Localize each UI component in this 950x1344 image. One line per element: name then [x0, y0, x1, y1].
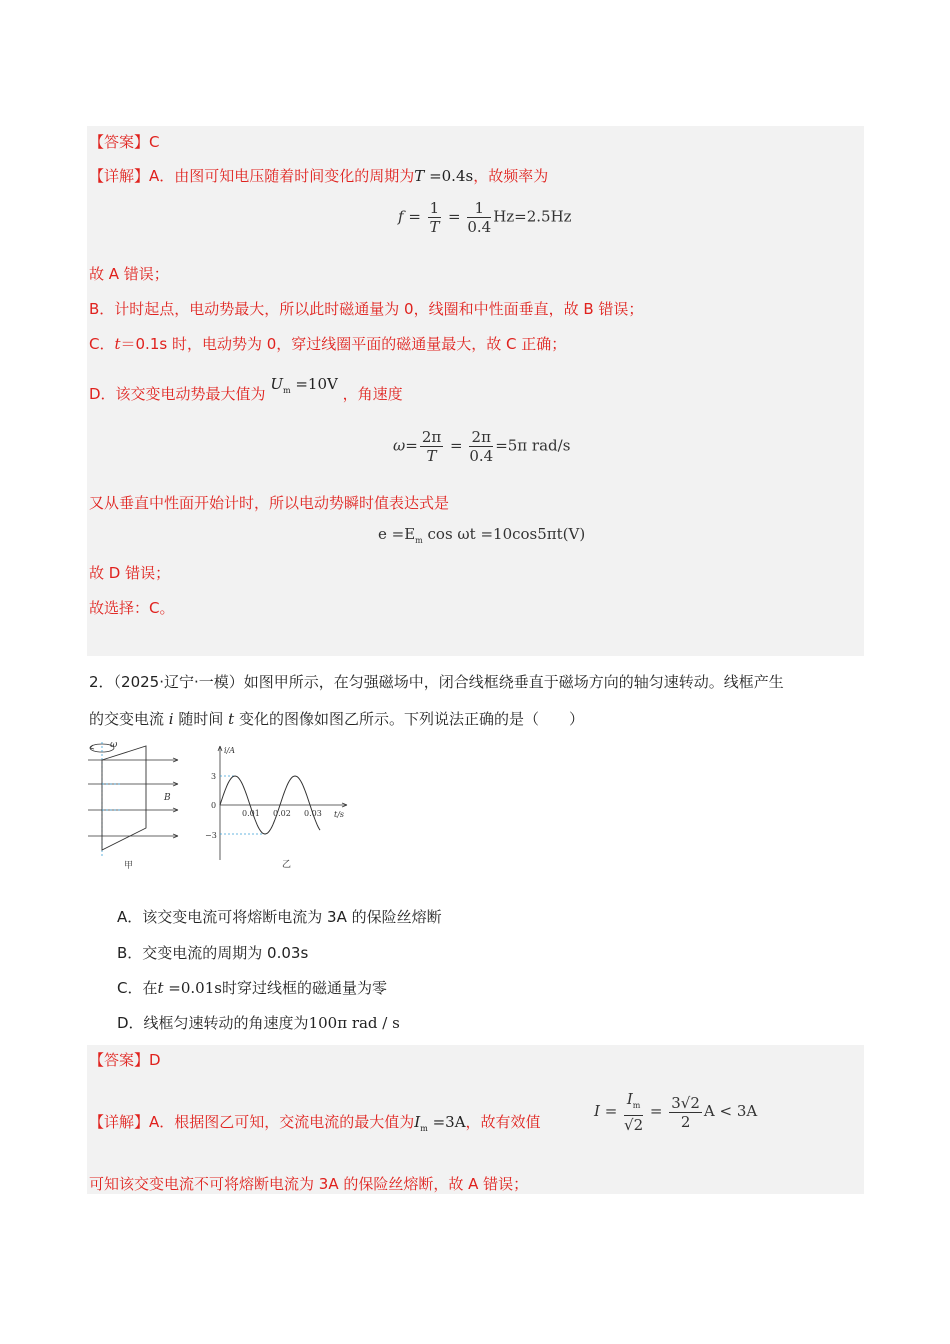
- frac-2pi-over-04: [469, 428, 493, 465]
- caption-yi: 乙: [282, 860, 292, 870]
- tick-y-neg3: −3: [205, 831, 217, 840]
- I-symbol: I: [414, 1113, 421, 1131]
- detail-2-a-text: A．根据图乙可知，交流电流的最大值为: [149, 1113, 415, 1131]
- q2-intro-1: 2．（2025·辽宁·一模）如图甲所示，在匀强磁场中，闭合线框绕垂直于磁场方向的轴匀速转动。线框产生: [89, 673, 784, 691]
- optc-label: C．在: [117, 979, 158, 997]
- optc-tail: 时穿过线框的磁通量为零: [221, 979, 387, 997]
- eff-result: A < 3A: [703, 1102, 758, 1120]
- intro2b: 随时间: [173, 710, 229, 728]
- eff-eq: =: [599, 1102, 623, 1120]
- detail-a-text: A．由图可知电压随着时间变化的周期为: [149, 167, 415, 185]
- d-conclusion: 故 D 错误；: [89, 564, 171, 582]
- emf-formula: [378, 525, 585, 545]
- emf-sub: m: [415, 536, 423, 545]
- detail-a-line: [89, 166, 548, 186]
- option-c[interactable]: [117, 978, 387, 998]
- U-symbol: U: [270, 375, 283, 393]
- frac-3root2-over-2: [669, 1094, 702, 1131]
- omega-label: ω: [110, 740, 118, 750]
- x-label: t/s: [334, 810, 345, 819]
- Im-expr: [414, 1113, 465, 1131]
- answer-label: 【答案】: [89, 1051, 150, 1069]
- q2-intro-2: [89, 709, 584, 729]
- c-line: [89, 334, 566, 354]
- effective-value-formula: [594, 1090, 757, 1134]
- figure-jia: [86, 738, 186, 870]
- frac-num: 1: [467, 199, 491, 218]
- d-line: [89, 375, 403, 411]
- frac-num: 2π: [469, 428, 493, 447]
- tick-y-3: 3: [211, 772, 217, 781]
- omega-formula: ω= $\frac{2\pi}{T}$ = $\frac{2\pi}{0.4}$ =5π rad/s: [393, 428, 571, 465]
- c-rest: ＝0.1s 时，电动势为 0，穿过线圈平面的磁通量最大，故 C 正确；: [120, 335, 567, 353]
- eff-I: I: [594, 1102, 600, 1120]
- frac-num: 2π: [421, 428, 442, 446]
- frac-den: T: [429, 218, 440, 236]
- frac-1-over-04: [467, 199, 491, 236]
- d-line-2: 又从垂直中性面开始计时，所以电动势瞬时值表达式是: [89, 494, 450, 512]
- answer-line-2: [89, 1050, 161, 1070]
- frac-num: 1: [429, 199, 440, 217]
- answer-value: C: [149, 133, 160, 151]
- figure-yi: [202, 742, 352, 870]
- frac-num: I: [626, 1090, 633, 1108]
- optd-value: 100π rad / s: [308, 1014, 400, 1032]
- eff-eq2: =: [645, 1102, 668, 1120]
- detail-label: 【详解】: [89, 1113, 150, 1131]
- U-sub: m: [283, 386, 291, 395]
- t-symbol: t: [228, 710, 235, 728]
- answer-label: 【答案】: [89, 133, 150, 151]
- intro2c: 变化的图像如图乙所示。下列说法正确的是（ ）: [234, 710, 584, 728]
- frac-den: 0.4: [467, 218, 492, 236]
- answer-value: D: [149, 1051, 161, 1069]
- tick-x-002: 0.02: [273, 809, 291, 818]
- detail-2-a-tail: ，故有效值: [465, 1113, 541, 1131]
- answer-line-1: [89, 132, 160, 152]
- I-sub: m: [420, 1124, 428, 1133]
- f-result: Hz=2.5Hz: [493, 207, 572, 226]
- i-symbol: i: [168, 710, 174, 728]
- tick-x-001: 0.01: [242, 809, 260, 818]
- y-label: i/A: [224, 746, 236, 755]
- frac-Im-over-root2: [624, 1090, 643, 1134]
- I-value: =3A: [427, 1113, 466, 1131]
- option-d[interactable]: [117, 1013, 400, 1033]
- coil-frame: [102, 746, 146, 850]
- b-line: B．计时起点，电动势最大，所以此时磁通量为 0，线圈和中性面垂直，故 B 错误；: [89, 300, 644, 318]
- caption-jia: 甲: [124, 861, 134, 870]
- c-t-symbol: t: [114, 335, 121, 353]
- d-Um: [270, 375, 338, 393]
- omega-symbol: ω: [393, 436, 406, 455]
- f-symbol: f: [398, 207, 404, 226]
- frequency-formula: f = $\frac{1}{T}$ = $\frac{1}{0.4}$ Hz=2.5Hz: [398, 199, 572, 236]
- a-conclusion: 故 A 错误；: [89, 265, 169, 283]
- period-value: =0.4s: [424, 167, 474, 185]
- option-b[interactable]: B．交变电流的周期为 0.03s: [117, 944, 309, 962]
- emf-left: e =E: [378, 525, 416, 543]
- intro2a: 的交变电流: [89, 710, 169, 728]
- d-text: D．该交变电动势最大值为: [89, 385, 266, 403]
- frac-den: T: [426, 447, 437, 465]
- optc-t: t: [157, 979, 164, 997]
- frac-den: √2: [624, 1116, 644, 1134]
- omega-result: =5π rad/s: [495, 436, 571, 455]
- frac-num-sub: m: [632, 1101, 641, 1110]
- choice-line: 故选择：C。: [89, 599, 175, 617]
- tick-y-0: 0: [211, 801, 217, 810]
- hidden-lines: [102, 784, 120, 810]
- frac-2pi-over-T: [420, 428, 443, 465]
- B-label: B: [164, 793, 171, 803]
- detail-2-a-line: [89, 1112, 541, 1139]
- frac-num: 3√2: [671, 1093, 700, 1112]
- optd-label: D．线框匀速转动的角速度为: [117, 1014, 309, 1032]
- detail-2-conclusion: 可知该交变电流不可将熔断电流为 3A 的保险丝熔断，故 A 错误；: [89, 1175, 529, 1193]
- detail-label: 【详解】: [89, 167, 150, 185]
- frac-1-over-T: [428, 199, 442, 236]
- frac-den: 2: [680, 1112, 691, 1131]
- frac-den: 0.4: [469, 447, 494, 465]
- option-a[interactable]: A．该交变电流可将熔断电流为 3A 的保险丝熔断: [117, 908, 442, 926]
- c-label: C．: [89, 335, 115, 353]
- period-symbol: T: [414, 167, 425, 185]
- tick-x-003: 0.03: [304, 809, 322, 818]
- U-value: =10V: [290, 375, 338, 393]
- omega-eq: =: [405, 436, 418, 455]
- optc-value: =0.01s: [163, 979, 222, 997]
- emf-right: cos ωt =10cos5πt(V): [422, 525, 586, 543]
- d-tail: ，角速度: [342, 385, 403, 403]
- detail-a-tail: ，故频率为: [473, 167, 549, 185]
- f-eq: =: [403, 207, 426, 226]
